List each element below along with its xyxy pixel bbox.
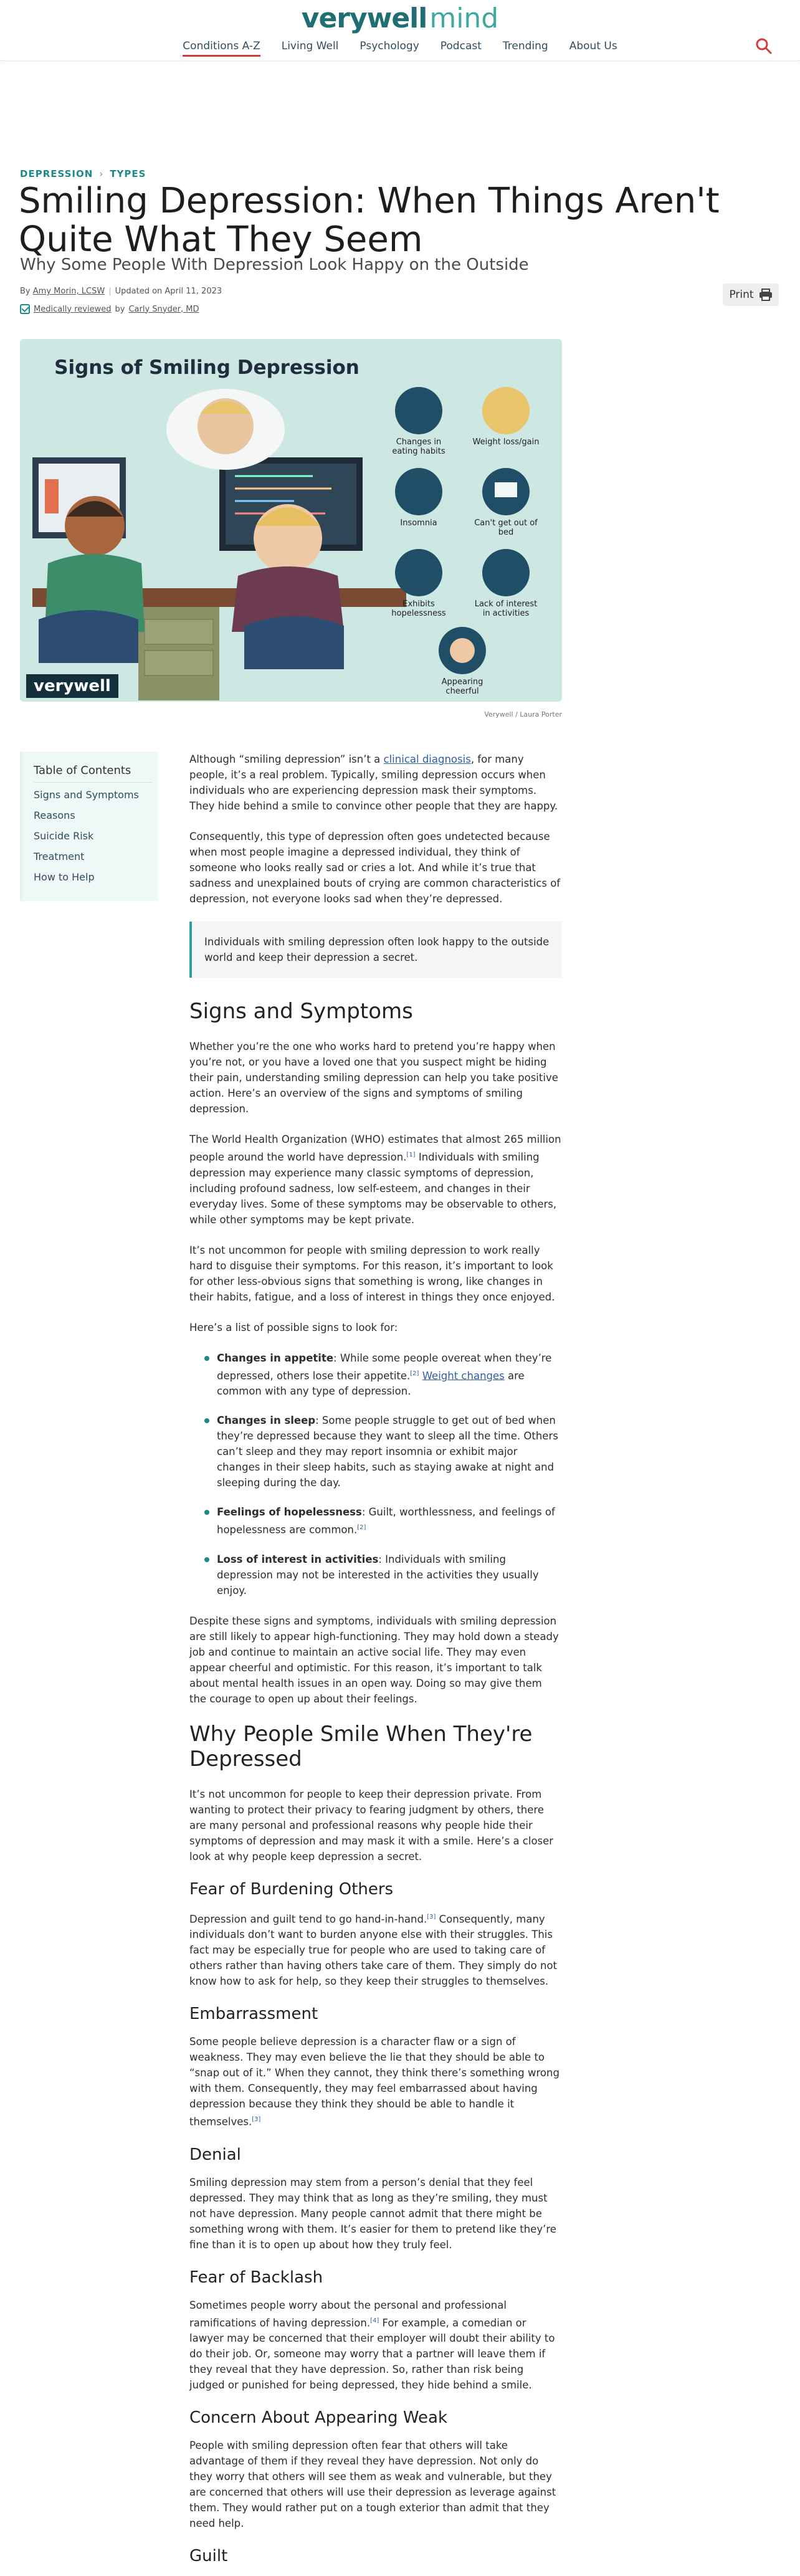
sign-label-insomnia: Insomnia	[400, 518, 437, 528]
logo-brand: verywell	[301, 2, 427, 34]
main-nav	[0, 40, 800, 57]
breadcrumb-types[interactable]: TYPES	[110, 168, 146, 179]
printer-icon	[759, 289, 773, 301]
list-item-term: Feelings of hopelessness	[217, 1506, 362, 1518]
heading-embarrassment: Embarrassment	[189, 2005, 318, 2023]
paragraph	[189, 1909, 562, 1990]
paragraph: It’s not uncommon for people to keep their depression private. From wanting to protect their privacy to fearing judgment by others, there are many personal and professional reasons why people hide their symptoms of depression and may mask it with a smile. Here’s a closer look at why people keep depression a secret.	[189, 1788, 554, 1863]
nav-conditions-a-z[interactable]: Conditions A-Z	[183, 40, 260, 57]
citation-link[interactable]: [2]	[410, 1370, 419, 1377]
table-of-contents	[20, 751, 158, 901]
toc-item-treatment[interactable]: Treatment	[34, 851, 85, 862]
article-body	[189, 751, 562, 2576]
review-by: by	[115, 304, 125, 314]
site-header	[0, 0, 800, 61]
list-item-term: Changes in appetite	[217, 1352, 334, 1364]
breadcrumb-depression[interactable]: DEPRESSION	[20, 168, 93, 179]
text: are common with any type of depression.	[217, 1370, 525, 1397]
text: : Some people struggle to get out of bed when they’re depressed because they want to sleep all the time. Others can’t sleep and they may report insomnia or exhibit major changes in their sleep habits, such as staying awake at night and sleeping during the day.	[217, 1414, 558, 1489]
text: Depression and guilt tend to go hand-in-hand.	[189, 1913, 427, 1925]
nav-trending[interactable]: Trending	[502, 40, 548, 52]
paragraph: People with smiling depression often fear that others will take advantage of them if they reveal they have depression. Not only do they worry that others will see them as weak and vulnerable, but they are concerned that others will use their depression as leverage against them. They would rather put on a tough exterior than admit that they need help.	[189, 2440, 556, 2529]
text: Individuals with smiling depression may experience many classic symptoms of depression, including profound sadness, low self-esteem, and changes in their everyday lives. Some of these symptoms may be observable to others, while other symptoms may be kept private.	[189, 1151, 557, 1226]
paragraph	[189, 2034, 562, 2130]
list-item	[204, 1504, 562, 1538]
citation-link[interactable]: [3]	[427, 1913, 436, 1920]
text: : Individuals with smiling depression may not be interested in the activities they usually enjoy.	[217, 1553, 539, 1596]
text: Some people believe depression is a character flaw or a sign of weakness. They may even believe the lie that they should be able to “snap out of it.” When they cannot, they think there’s something wrong with them. Consequently, they may feel embarrassed about having depression because they think they should be able to handle it themselves.	[189, 2036, 560, 2128]
toc-item-suicide-risk[interactable]: Suicide Risk	[34, 830, 94, 842]
paragraph: Consequently, this type of depression often goes undetected because when most people imagine a depressed individual, they think of someone who looks really sad or cries a lot. And while it’s true that sadness and unexplained bouts of crying are common characteristics of depression, not everyone looks sad when they’re depressed.	[189, 831, 561, 905]
text: Although “smiling depression” isn’t a	[189, 753, 384, 765]
paragraph: Here’s a list of possible signs to look for:	[189, 1321, 398, 1333]
toc-item-reasons[interactable]: Reasons	[34, 809, 75, 821]
hero-illustration	[20, 339, 562, 702]
heading-denial: Denial	[189, 2145, 241, 2164]
clinical-diagnosis-link[interactable]: clinical diagnosis	[383, 753, 471, 765]
hero-title: Signs of Smiling Depression	[54, 356, 360, 379]
list-item	[204, 1350, 562, 1400]
nav-podcast[interactable]: Podcast	[440, 40, 482, 52]
nav-living-well[interactable]: Living Well	[281, 40, 339, 52]
paragraph: Smiling depression may stem from a person’s denial that they feel depressed. They may think that as long as they’re smiling, they must not have depression. Many people cannot admit that there might be something wrong with them. It’s easier for them to pretend like they’re fine than it is to open up about how they truly feel.	[189, 2176, 556, 2251]
search-icon[interactable]	[755, 37, 773, 55]
byline-divider: |	[108, 287, 112, 296]
heading-guilt: Guilt	[189, 2547, 228, 2565]
checkmark-icon	[20, 304, 30, 314]
callout-box: Individuals with smiling depression often look happy to the outside world and keep their depression a secret.	[189, 922, 562, 978]
sign-label-eating: Changes in eating habits	[392, 437, 445, 456]
list-item-term: Loss of interest in activities	[217, 1553, 379, 1565]
heading-fear-of-backlash: Fear of Backlash	[189, 2268, 323, 2287]
paragraph: Whether you’re the one who works hard to pretend you’re happy when you’re not, or you have a loved one that you suspect might be hiding their pain, understanding smiling depression can help you take positive action. Here’s an overview of the signs and symptoms of smiling depression.	[189, 1041, 558, 1115]
reviewer-link[interactable]: Carly Snyder, MD	[128, 304, 199, 314]
heading-signs-and-symptoms: Signs and Symptoms	[189, 999, 413, 1024]
weight-changes-link[interactable]: Weight changes	[422, 1370, 505, 1381]
heading-why-people-smile: Why People Smile When They're Depressed	[189, 1721, 533, 1772]
nav-psychology[interactable]: Psychology	[360, 40, 419, 52]
sign-label-cheerful: Appearing cheerful	[441, 677, 483, 696]
toc-item-signs[interactable]: Signs and Symptoms	[34, 789, 139, 801]
medical-review	[20, 304, 199, 314]
byline-by: By	[20, 287, 31, 296]
author-link[interactable]: Amy Morin, LCSW	[32, 287, 105, 296]
heading-fear-of-burdening: Fear of Burdening Others	[189, 1879, 394, 1899]
text: Sometimes people worry about the personal and professional ramifications of having depression.	[189, 2299, 507, 2329]
list-item	[204, 1552, 562, 1598]
sign-label-bed: Can't get out of bed	[474, 518, 538, 537]
image-caption: Verywell / Laura Porter	[484, 710, 562, 718]
medically-reviewed-link[interactable]: Medically reviewed	[34, 304, 112, 314]
toc-title: Table of Contents	[34, 764, 152, 783]
list-item	[204, 1413, 562, 1491]
citation-link[interactable]: [1]	[406, 1152, 416, 1158]
signs-list	[204, 1350, 562, 1598]
chevron-right-icon: ›	[99, 168, 104, 179]
print-label: Print	[729, 289, 754, 301]
text: The World Health Organization (WHO) estimates that almost 265 million people around the world have depression.	[189, 1133, 561, 1163]
text: Consequently, many individuals don’t want to burden anyone else with their struggles. This fact may be especially true for people who are used to taking care of others rather than having others take care of them. They simply do not know how to ask for help, so they keep their struggles to themselves.	[189, 1913, 558, 1987]
citation-link[interactable]: [4]	[370, 2317, 379, 2324]
toc-item-how-to-help[interactable]: How to Help	[34, 871, 95, 883]
paragraph	[189, 751, 562, 814]
sign-label-hopelessness: Exhibits hopelessness	[391, 599, 446, 618]
paragraph	[189, 1132, 562, 1228]
byline	[20, 287, 222, 296]
citation-link[interactable]: [2]	[357, 1524, 366, 1531]
citation-link[interactable]: [3]	[252, 2116, 261, 2123]
breadcrumb	[20, 168, 146, 179]
heading-appearing-weak: Concern About Appearing Weak	[189, 2408, 447, 2427]
nav-about-us[interactable]: About Us	[569, 40, 617, 52]
print-button[interactable]	[723, 284, 779, 306]
text: : While some people overeat when they’re depressed, others lose their appetite.	[217, 1352, 552, 1381]
logo-sub: mind	[429, 2, 499, 34]
page-subtitle: Why Some People With Depression Look Happy on the Outside	[20, 255, 529, 274]
hero-logo: verywell	[26, 674, 118, 698]
list-item-term: Changes in sleep	[217, 1414, 316, 1426]
text: : Guilt, worthlessness, and feelings of hopelessness are common.	[217, 1506, 555, 1536]
sign-label-weight: Weight loss/gain	[472, 437, 540, 447]
paragraph: It’s not uncommon for people with smiling depression to work really hard to disguise their symptoms. For this reason, it’s important to look for other less-obvious signs that something is wrong, like changes in their habits, fatigue, and a loss of interest in things they once enjoyed.	[189, 1244, 555, 1303]
text: , for many people, it’s a real problem. Typically, smiling depression occurs when individuals who are experiencing depression mask their symptoms. They hide behind a smile to convince other people that they are happy.	[189, 753, 558, 812]
updated-date: Updated on April 11, 2023	[115, 287, 222, 296]
paragraph	[189, 2297, 562, 2393]
sign-label-interest: Lack of interest in activities	[474, 599, 538, 618]
page-title: Smiling Depression: When Things Aren't Quite What They Seem	[19, 181, 720, 260]
paragraph: Despite these signs and symptoms, individuals with smiling depression are still likely to appear high-functioning. They may hold down a steady job and continue to maintain an active social life. They may even appear cheerful and optimistic. For this reason, it’s important to talk about mental health issues in an open way. Doing so may give them the courage to open up about their feelings.	[189, 1615, 559, 1705]
site-logo[interactable]	[0, 2, 800, 35]
text: For example, a comedian or lawyer may be concerned that their employer will doubt their ability to do their job. Or, someone may worry that a partner will leave them if they reveal that they have depression. So, rather than risk being judged or punished for being depressed, they hide behind a smile.	[189, 2317, 555, 2391]
